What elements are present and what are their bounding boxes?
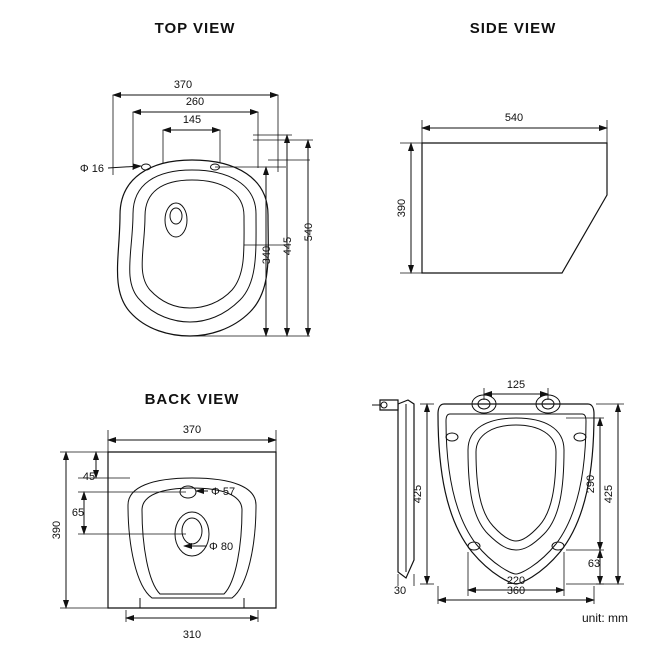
back-view-title: BACK VIEW	[144, 391, 240, 408]
dim-seat-360	[438, 585, 594, 600]
dim-top-145	[163, 114, 220, 130]
svg-text:63: 63	[587, 558, 601, 570]
svg-text:260: 260	[185, 96, 205, 108]
svg-text:340: 340	[261, 245, 273, 265]
dim-seat-125	[484, 379, 548, 394]
dim-top-540	[303, 140, 315, 336]
seat-plan	[438, 395, 594, 584]
dim-top-hole-dia	[80, 163, 141, 175]
svg-text:370: 370	[182, 424, 202, 436]
svg-text:Φ 16: Φ 16	[79, 163, 104, 175]
dim-seat-63	[588, 550, 600, 584]
svg-text:145: 145	[182, 114, 202, 126]
dim-top-370	[113, 79, 278, 95]
dim-top-260	[133, 96, 258, 112]
svg-text:310: 310	[182, 629, 202, 641]
side-view-body	[422, 143, 607, 273]
svg-text:125: 125	[506, 379, 526, 391]
svg-text:425: 425	[412, 484, 424, 504]
svg-text:540: 540	[303, 222, 315, 242]
svg-text:390: 390	[396, 198, 408, 218]
seat-side-profile	[372, 400, 414, 578]
dim-side-390	[396, 143, 411, 273]
dim-back-390	[51, 452, 66, 608]
dim-back-45	[83, 452, 96, 483]
svg-text:220: 220	[506, 575, 526, 587]
svg-text:390: 390	[51, 520, 63, 540]
svg-text:370: 370	[173, 79, 193, 91]
svg-text:65: 65	[71, 507, 85, 519]
dim-seat-425-right	[603, 404, 618, 584]
dim-back-370	[108, 424, 276, 440]
svg-text:30: 30	[393, 585, 407, 597]
svg-text:45: 45	[82, 471, 96, 483]
dim-side-540	[422, 112, 607, 128]
svg-text:445: 445	[282, 236, 294, 256]
svg-text:360: 360	[506, 585, 526, 597]
svg-text:Φ 80: Φ 80	[209, 541, 234, 553]
svg-text:Φ 57: Φ 57	[211, 486, 236, 498]
svg-text:425: 425	[603, 484, 615, 504]
dim-seat-30	[394, 585, 406, 597]
dim-back-65	[72, 492, 84, 534]
back-view-body	[108, 452, 276, 608]
top-view-bowl	[118, 160, 269, 336]
top-view-title: TOP VIEW	[154, 20, 236, 37]
unit-note: unit: mm	[581, 611, 628, 625]
side-view-title: SIDE VIEW	[469, 20, 557, 37]
svg-text:290: 290	[585, 474, 597, 494]
dim-top-445	[282, 135, 294, 336]
svg-text:540: 540	[504, 112, 524, 124]
dim-back-310	[126, 618, 258, 641]
